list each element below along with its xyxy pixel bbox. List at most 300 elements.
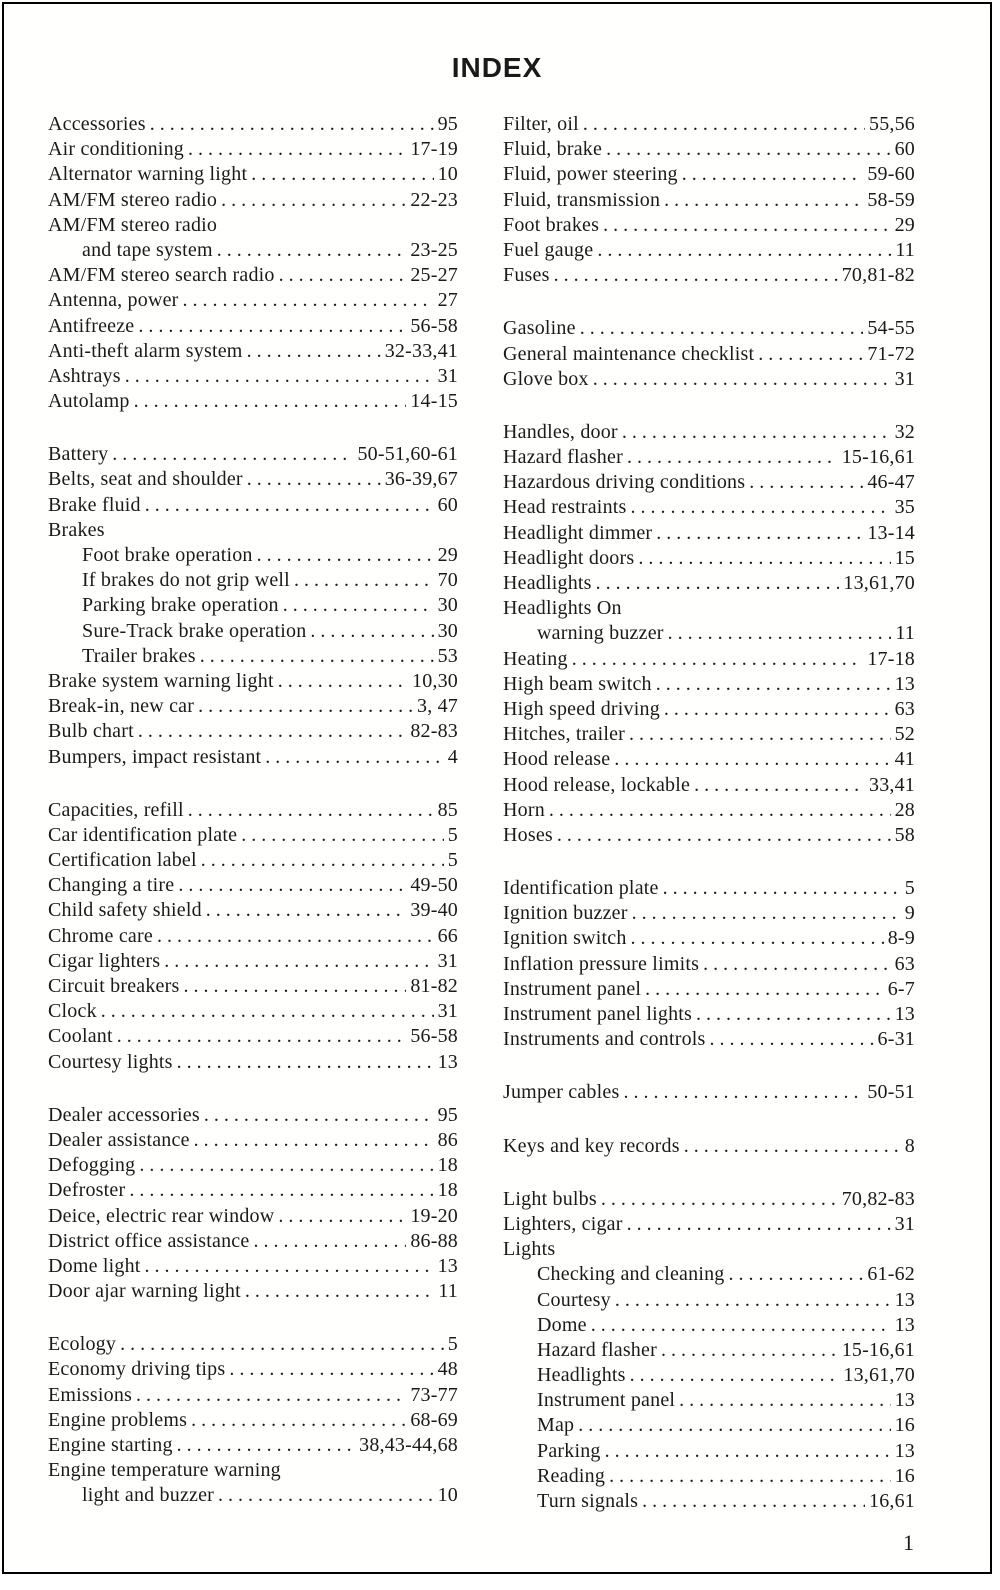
- entry-label: Horn: [503, 798, 545, 821]
- entry-pages: 70: [437, 569, 458, 592]
- dot-leader: [578, 1413, 890, 1438]
- entry-pages: 55,56: [869, 113, 915, 135]
- dot-leader: [591, 1313, 891, 1338]
- dot-leader: [253, 1229, 406, 1254]
- entry-label: Engine starting: [48, 1434, 173, 1456]
- entry-label: Economy driving tips: [48, 1358, 226, 1381]
- index-entry: [503, 470, 915, 495]
- index-entry: [503, 1134, 915, 1159]
- entry-pages: 33,41: [869, 773, 915, 796]
- dot-leader: [638, 546, 890, 571]
- entry-label: Parking brake operation: [82, 594, 279, 617]
- entry-label: Courtesy: [537, 1288, 611, 1311]
- entry-label: Ignition buzzer: [503, 902, 628, 925]
- entry-pages: 58: [894, 823, 915, 846]
- index-entry: [48, 112, 458, 137]
- index-entry: [503, 798, 915, 823]
- entry-label: Parking: [537, 1439, 601, 1462]
- entry-label: Defogging: [48, 1154, 136, 1177]
- index-page: [2, 2, 992, 1574]
- entry-pages: 73-77: [410, 1383, 458, 1406]
- dot-leader: [583, 112, 865, 137]
- section-gap: [48, 1304, 458, 1332]
- index-entry: [503, 722, 915, 747]
- dot-leader: [120, 1332, 444, 1357]
- dot-leader: [606, 137, 891, 162]
- dot-leader: [684, 1134, 901, 1159]
- index-entry: [503, 367, 915, 392]
- entry-label: Autolamp: [48, 390, 130, 413]
- entry-label: Lights: [503, 1238, 556, 1261]
- index-entry: [48, 467, 458, 492]
- dot-leader: [117, 1024, 407, 1049]
- dot-leader: [283, 593, 434, 618]
- entry-pages: 32-33,41: [384, 339, 458, 362]
- index-entry: [48, 1229, 458, 1254]
- dot-leader: [593, 367, 891, 392]
- index-entry: [48, 493, 458, 518]
- dot-leader: [664, 188, 863, 213]
- index-entry: [48, 442, 458, 467]
- index-entry: [48, 1279, 458, 1304]
- entry-pages: 13: [437, 1254, 458, 1277]
- index-entry: [48, 314, 458, 339]
- section-gap: [503, 288, 915, 316]
- entry-label: Dealer accessories: [48, 1103, 200, 1126]
- dot-leader: [630, 1363, 840, 1388]
- entry-pages: 82-83: [410, 720, 458, 743]
- entry-pages: 23-25: [410, 238, 458, 261]
- entry-label: Chrome care: [48, 924, 153, 947]
- dot-leader: [138, 719, 406, 744]
- entry-pages: 58-59: [867, 188, 915, 211]
- entry-pages: 5: [904, 877, 915, 900]
- dot-leader: [278, 669, 408, 694]
- index-entry: [503, 1080, 915, 1105]
- dot-leader: [201, 848, 444, 873]
- dot-leader: [279, 263, 407, 288]
- entry-label: Checking and cleaning: [537, 1263, 725, 1286]
- dot-leader: [129, 1178, 433, 1203]
- index-entry: [48, 339, 458, 364]
- dot-leader: [623, 1080, 863, 1105]
- index-entry: [48, 1254, 458, 1279]
- entry-pages: 39-40: [410, 899, 458, 922]
- entry-label: Foot brakes: [503, 213, 600, 236]
- dot-leader: [241, 823, 444, 848]
- entry-label: Cigar lighters: [48, 949, 161, 972]
- entry-pages: 11: [895, 238, 915, 261]
- dot-leader: [247, 339, 381, 364]
- index-entry: [503, 445, 915, 470]
- entry-label: warning buzzer: [537, 622, 664, 645]
- entry-pages: 50-51,60-61: [357, 443, 458, 466]
- dot-leader: [609, 1464, 891, 1489]
- dot-leader: [310, 619, 433, 644]
- index-entry: [48, 924, 458, 949]
- page-title: INDEX: [451, 52, 543, 83]
- dot-leader: [557, 823, 891, 848]
- entry-label: Accessories: [48, 113, 146, 135]
- index-entry: [503, 926, 915, 951]
- index-entry: [48, 162, 458, 187]
- entry-pages: 95: [437, 113, 458, 135]
- entry-pages: 49-50: [410, 874, 458, 897]
- entry-pages: 16: [894, 1414, 915, 1437]
- dot-leader: [125, 364, 434, 389]
- entry-pages: 6-7: [887, 977, 915, 1000]
- entry-pages: 14-15: [410, 390, 458, 413]
- dot-leader: [178, 873, 406, 898]
- index-entry: [48, 593, 458, 618]
- index-entry: [48, 389, 458, 414]
- dot-leader: [696, 1002, 891, 1027]
- entry-label: Hood release, lockable: [503, 773, 691, 796]
- entry-label: Light bulbs: [503, 1187, 597, 1210]
- index-heading: [48, 213, 458, 238]
- entry-label: AM/FM stereo search radio: [48, 264, 275, 287]
- entry-pages: 16: [894, 1464, 915, 1487]
- entry-label: Headlights: [503, 572, 592, 594]
- index-entry: [503, 546, 915, 571]
- entry-label: Engine problems: [48, 1408, 188, 1431]
- index-entry: [48, 1024, 458, 1049]
- dot-leader: [572, 647, 864, 672]
- dot-leader: [136, 1383, 406, 1408]
- entry-pages: 52: [894, 723, 915, 746]
- index-entry: [48, 694, 458, 719]
- entry-label: Engine temperature warning: [48, 1459, 281, 1482]
- index-entry: [503, 1187, 915, 1212]
- index-entry: [48, 798, 458, 823]
- index-entry: [503, 420, 915, 445]
- entry-pages: 48: [437, 1358, 458, 1381]
- index-entry: [48, 137, 458, 162]
- entry-pages: 41: [894, 748, 915, 771]
- entry-label: Hazard flasher: [537, 1338, 657, 1361]
- entry-label: If brakes do not grip well: [82, 569, 290, 592]
- entry-pages: 71-72: [867, 342, 915, 365]
- index-entry: [48, 1408, 458, 1433]
- entry-pages: 11: [438, 1280, 458, 1303]
- dot-leader: [221, 188, 406, 213]
- entry-label: light and buzzer: [82, 1484, 215, 1507]
- entry-pages: 4: [447, 745, 458, 768]
- entry-pages: 86: [437, 1128, 458, 1151]
- entry-label: Antifreeze: [48, 314, 135, 337]
- index-entry: [48, 1128, 458, 1153]
- dot-leader: [580, 316, 864, 341]
- entry-label: General maintenance checklist: [503, 342, 755, 365]
- entry-label: AM/FM stereo radio: [48, 188, 218, 211]
- section-gap: [503, 1159, 915, 1187]
- index-entry: [48, 1204, 458, 1229]
- entry-pages: 29: [437, 544, 458, 566]
- entry-pages: 66: [437, 924, 458, 947]
- entry-pages: 13-14: [867, 521, 915, 544]
- page-number: 1: [903, 1530, 914, 1555]
- index-entry: [503, 977, 915, 1002]
- dot-leader: [150, 112, 434, 137]
- entry-pages: 16,61: [869, 1490, 915, 1512]
- entry-pages: 8: [904, 1134, 915, 1157]
- index-entry: [503, 162, 915, 187]
- dot-leader: [656, 672, 891, 697]
- section-gap: [503, 1106, 915, 1134]
- entry-label: Hazard flasher: [503, 446, 623, 469]
- entry-label: Foot brake operation: [82, 544, 253, 566]
- dot-leader: [198, 694, 413, 719]
- index-heading: [48, 1458, 458, 1483]
- entry-pages: 17-18: [867, 647, 915, 670]
- index-entry: [48, 745, 458, 770]
- dot-leader: [218, 1483, 434, 1508]
- dot-leader: [679, 1388, 890, 1413]
- entry-pages: 60: [437, 493, 458, 516]
- entry-label: AM/FM stereo radio: [48, 213, 218, 236]
- dot-leader: [631, 495, 891, 520]
- dot-leader: [278, 1204, 406, 1229]
- entry-label: Instrument panel lights: [503, 1003, 693, 1025]
- entry-pages: 25-27: [410, 264, 458, 287]
- entry-pages: 31: [894, 1212, 915, 1235]
- index-entry: [48, 1483, 458, 1508]
- entry-label: Instruments and controls: [503, 1028, 706, 1051]
- index-entry: [503, 1262, 915, 1287]
- index-entry: [503, 823, 915, 848]
- entry-label: Brake system warning light: [48, 669, 274, 692]
- dot-leader: [629, 722, 891, 747]
- entry-label: Map: [537, 1414, 575, 1437]
- entry-pages: 31: [437, 364, 458, 387]
- dot-leader: [596, 571, 840, 596]
- entry-label: Fuel gauge: [503, 238, 594, 261]
- entry-pages: 8-9: [887, 927, 915, 950]
- dot-leader: [257, 543, 434, 568]
- index-entry: [503, 1338, 915, 1363]
- entry-label: Reading: [537, 1464, 606, 1487]
- dot-leader: [627, 445, 838, 470]
- dot-leader: [601, 1187, 838, 1212]
- index-entry: [48, 238, 458, 263]
- index-entry: [48, 1178, 458, 1203]
- entry-pages: 29: [894, 213, 915, 236]
- dot-leader: [631, 926, 884, 951]
- entry-pages: 27: [437, 289, 458, 312]
- entry-label: Glove box: [503, 367, 589, 390]
- entry-label: Capacities, refill: [48, 798, 184, 821]
- index-entry: [503, 112, 915, 137]
- index-entry: [503, 263, 915, 288]
- dot-leader: [758, 342, 863, 367]
- index-entry: [503, 1363, 915, 1388]
- entry-label: High speed driving: [503, 697, 660, 720]
- entry-pages: 13: [894, 1389, 915, 1412]
- index-heading: [503, 1237, 915, 1262]
- index-entry: [503, 747, 915, 772]
- dot-leader: [188, 798, 434, 823]
- index-entry: [503, 901, 915, 926]
- dot-leader: [188, 137, 406, 162]
- section-gap: [48, 770, 458, 798]
- dot-leader: [194, 1128, 434, 1153]
- entry-label: Hitches, trailer: [503, 723, 626, 746]
- index-heading: [503, 596, 915, 621]
- index-entry: [48, 364, 458, 389]
- entry-label: Gasoline: [503, 317, 576, 340]
- index-entry: [48, 1103, 458, 1128]
- index-column-right: [503, 112, 915, 1514]
- entry-pages: 18: [437, 1154, 458, 1177]
- index-entry: [48, 669, 458, 694]
- index-entry: [48, 1332, 458, 1357]
- entry-label: Break-in, new car: [48, 695, 195, 718]
- dot-leader: [645, 977, 884, 1002]
- dot-leader: [177, 1050, 434, 1075]
- entry-label: Circuit breakers: [48, 975, 180, 997]
- entry-label: Inflation pressure limits: [503, 952, 700, 975]
- index-entry: [503, 316, 915, 341]
- section-gap: [503, 392, 915, 420]
- entry-pages: 19-20: [410, 1204, 458, 1227]
- entry-label: Keys and key records: [503, 1134, 680, 1157]
- entry-label: Fluid, power steering: [503, 163, 678, 186]
- dot-leader: [668, 621, 892, 646]
- entry-label: Brakes: [48, 518, 105, 541]
- index-entry: [503, 621, 915, 646]
- entry-label: Brake fluid: [48, 493, 141, 516]
- entry-label: Instrument panel: [537, 1389, 676, 1412]
- dot-leader: [642, 1489, 865, 1514]
- entry-pages: 30: [437, 619, 458, 642]
- index-entry: [503, 876, 915, 901]
- index-entry: [48, 1153, 458, 1178]
- entry-label: Defroster: [48, 1179, 126, 1202]
- index-entry: [48, 568, 458, 593]
- entry-label: Dome: [537, 1313, 587, 1336]
- entry-label: Hazardous driving conditions: [503, 471, 746, 494]
- entry-label: Instrument panel: [503, 977, 642, 1000]
- entry-pages: 15-16,61: [841, 446, 915, 469]
- index-entry: [503, 647, 915, 672]
- entry-label: Head restraints: [503, 496, 627, 519]
- dot-leader: [703, 952, 891, 977]
- entry-pages: 38,43-44,68: [359, 1434, 458, 1456]
- entry-pages: 95: [437, 1103, 458, 1126]
- entry-label: Bumpers, impact resistant: [48, 745, 262, 768]
- dot-leader: [656, 521, 863, 546]
- entry-pages: 6-31: [877, 1028, 915, 1051]
- index-entry: [48, 823, 458, 848]
- entry-label: Lighters, cigar: [503, 1212, 623, 1235]
- entry-label: Headlights On: [503, 597, 622, 620]
- entry-label: Turn signals: [537, 1490, 639, 1512]
- entry-label: Changing a tire: [48, 874, 175, 897]
- entry-label: Jumper cables: [503, 1081, 620, 1104]
- entry-pages: 31: [437, 949, 458, 972]
- entry-label: Identification plate: [503, 877, 659, 900]
- index-entry: [48, 949, 458, 974]
- entry-pages: 28: [894, 798, 915, 821]
- dot-leader: [145, 493, 434, 518]
- index-entry: [503, 342, 915, 367]
- entry-pages: 10: [437, 1484, 458, 1507]
- section-gap: [48, 414, 458, 442]
- entry-label: Emissions: [48, 1383, 133, 1406]
- dot-leader: [183, 974, 406, 999]
- entry-pages: 17-19: [410, 138, 458, 161]
- entry-label: Belts, seat and shoulder: [48, 468, 243, 491]
- index-entry: [48, 1050, 458, 1075]
- entry-pages: 36-39,67: [384, 468, 458, 491]
- dot-leader: [615, 1288, 891, 1313]
- section-gap: [503, 848, 915, 876]
- index-entry: [48, 644, 458, 669]
- entry-label: Child safety shield: [48, 899, 202, 922]
- entry-label: Deice, electric rear window: [48, 1204, 275, 1227]
- index-entry: [503, 1388, 915, 1413]
- entry-label: Courtesy lights: [48, 1050, 173, 1073]
- entry-pages: 13,61,70: [843, 572, 915, 594]
- entry-label: Handles, door: [503, 420, 618, 443]
- entry-pages: 56-58: [410, 1025, 458, 1048]
- index-entry: [503, 1489, 915, 1514]
- entry-pages: 15-16,61: [841, 1338, 915, 1361]
- dot-leader: [597, 238, 891, 263]
- entry-pages: 68-69: [410, 1408, 458, 1431]
- dot-leader: [749, 470, 863, 495]
- entry-label: Bulb chart: [48, 720, 134, 743]
- dot-leader: [191, 1408, 406, 1433]
- entry-pages: 22-23: [410, 188, 458, 211]
- entry-pages: 10,30: [412, 669, 458, 692]
- entry-label: Headlights: [537, 1364, 626, 1387]
- entry-pages: 5: [447, 823, 458, 846]
- index-entry: [503, 1464, 915, 1489]
- index-entry: [48, 263, 458, 288]
- dot-leader: [728, 1262, 863, 1287]
- entry-pages: 13,61,70: [843, 1364, 915, 1387]
- entry-pages: 11: [895, 622, 915, 645]
- index-entry: [48, 1433, 458, 1458]
- section-gap: [48, 1075, 458, 1103]
- index-entry: [48, 188, 458, 213]
- dot-leader: [138, 314, 406, 339]
- entry-label: Filter, oil: [503, 113, 579, 135]
- entry-label: Coolant: [48, 1025, 113, 1048]
- entry-pages: 30: [437, 594, 458, 617]
- entry-pages: 31: [437, 1000, 458, 1023]
- index-entry: [503, 188, 915, 213]
- dot-leader: [294, 568, 434, 593]
- index-entry: [48, 848, 458, 873]
- entry-pages: 53: [437, 644, 458, 667]
- index-column-left: [48, 112, 458, 1509]
- dot-leader: [251, 162, 433, 187]
- index-entry: [48, 1383, 458, 1408]
- entry-pages: 61-62: [867, 1263, 915, 1286]
- entry-label: Door ajar warning light: [48, 1280, 241, 1303]
- index-entry: [48, 974, 458, 999]
- entry-pages: 86-88: [410, 1229, 458, 1252]
- entry-label: Heating: [503, 647, 568, 670]
- entry-label: Headlight doors: [503, 546, 635, 569]
- entry-label: Antenna, power: [48, 289, 179, 312]
- dot-leader: [694, 773, 865, 798]
- entry-pages: 56-58: [410, 314, 458, 337]
- entry-label: Hoses: [503, 823, 553, 846]
- entry-pages: 50-51: [867, 1081, 915, 1104]
